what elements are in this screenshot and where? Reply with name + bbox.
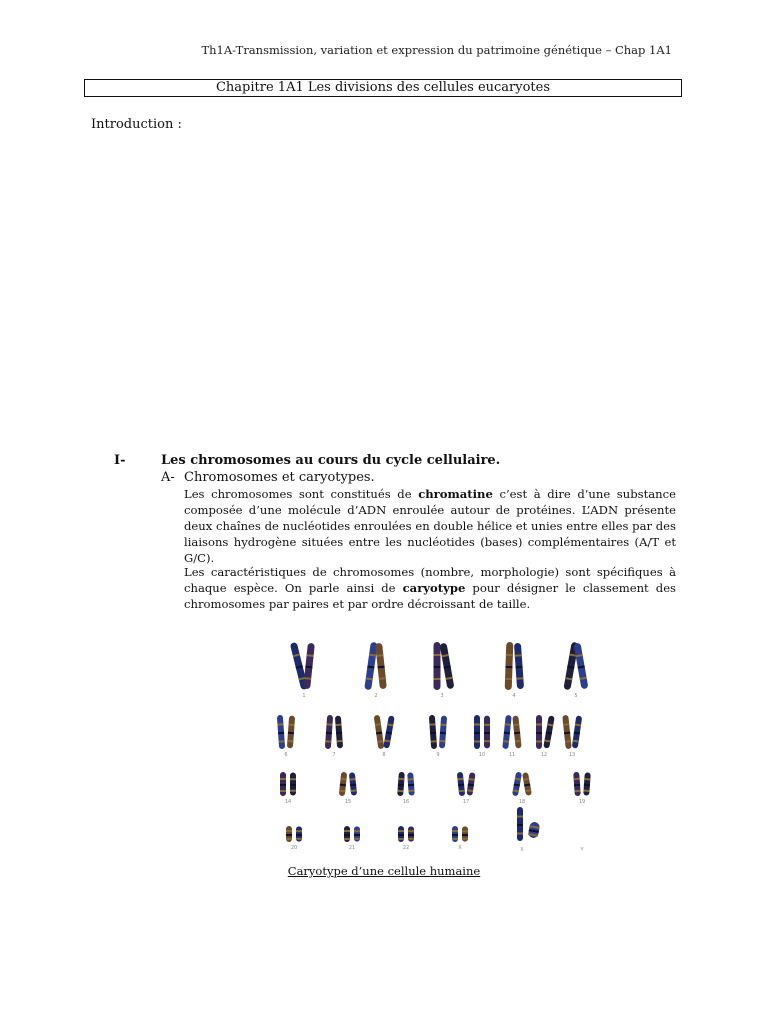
chromosome-band [452, 834, 458, 836]
chromosome-band [584, 778, 590, 780]
chromosome-band [280, 790, 286, 792]
chromosome-label: 15 [344, 799, 352, 805]
chromosome-band [484, 724, 490, 726]
chromosome-band [398, 778, 404, 780]
chromosome-band [462, 830, 468, 832]
chromosome-band [408, 838, 414, 840]
chromosome-label: 2 [374, 693, 378, 699]
chromosome-band [296, 830, 302, 832]
chromosome-band [326, 723, 332, 725]
chromosome-label: 20 [290, 845, 298, 851]
chromosome-label: 3 [440, 693, 444, 699]
chromosome-band [344, 838, 350, 840]
chromosome-label: 8 [382, 752, 386, 758]
chromosome-band [296, 838, 302, 840]
chromosome-band [397, 790, 403, 792]
chromosome-band [326, 732, 332, 734]
chromosome-label: 22 [402, 845, 410, 851]
chromosome-label: 12 [540, 752, 548, 758]
chromosome-band [354, 834, 360, 836]
chromosome-band [408, 834, 414, 836]
chromosome-band [440, 732, 446, 734]
chromosome-band [431, 740, 437, 742]
chromosome-label: 4 [512, 693, 516, 699]
chromosome-band [462, 834, 468, 836]
chromosome-band [505, 666, 512, 668]
running-header: Th1A-Transmission, variation et expression du patrimoine génétique – Chap 1A1 [201, 43, 672, 57]
chromosome-label: 10 [478, 752, 486, 758]
chromosome-band [398, 838, 404, 840]
chromosome-label: 16 [402, 799, 410, 805]
chromosome-label: 6 [284, 752, 288, 758]
paragraph-caryotype: Les caractéristiques de chromosomes (nombre, morphologie) sont spécifiques à chaque espèce. On parle ainsi de caryotype pour désigner le classement des chromosomes par paires et par ordre décroissant de taille. [184, 565, 677, 611]
chromosome-band [462, 838, 468, 840]
chromosome-label: 13 [568, 752, 576, 758]
chromosome-band [344, 830, 350, 832]
chromosome-band [335, 724, 341, 726]
term-chromatine: chromatine [418, 487, 493, 501]
chromosome-band [290, 778, 296, 780]
chromosome-band [583, 790, 589, 792]
chromosome-band [452, 830, 458, 832]
section-number: I- [114, 453, 126, 468]
term-caryotype: caryotype [402, 581, 466, 595]
chromosome-label: 5 [574, 693, 578, 699]
chromosome-band [505, 678, 512, 680]
chromosome-band [517, 824, 523, 826]
chromosome-band [354, 838, 360, 840]
chromosome-band [288, 732, 294, 734]
chromosome-label: X [520, 847, 524, 853]
chromosome-band [398, 830, 404, 832]
chromosome-band [280, 784, 286, 786]
chromosome-label: 11 [508, 752, 516, 758]
chapter-title-box: Chapitre 1A1 Les divisions des cellules eucaryotes [84, 79, 682, 97]
chromosome-band [290, 784, 296, 786]
chromosome-band [517, 833, 523, 835]
chromosome-band [430, 732, 436, 734]
chromosome-band [280, 778, 286, 780]
figure-caption: Caryotype d’une cellule humaine [287, 864, 481, 878]
chromosome-label: 7 [332, 752, 336, 758]
chromosome-label: 17 [462, 799, 470, 805]
chromosome-band [506, 654, 513, 656]
chromosome-band [336, 732, 342, 734]
chromosome-band [296, 834, 302, 836]
chromosome-band [474, 741, 480, 743]
paragraph-chromatine: Les chromosomes sont constitués de chromatine c’est à dire d’une substance composée d’une molécule d’ADN enroulée autour de protéines. L’ADN présente deux chaînes de nucléotides enroulées en double hélice et unies entre elles par des liaisons hydrogène situées entre les nucléotides (bases) complémentaires (A/T et G/C). [184, 487, 676, 565]
chromosome-band [434, 654, 441, 656]
chromosome-label: 19 [578, 799, 586, 805]
chromosome-label: 18 [518, 799, 526, 805]
chromosome-band [536, 732, 542, 734]
chromosome-band [290, 790, 296, 792]
chromosome-band [279, 740, 285, 742]
chromosome-band [398, 784, 404, 786]
chromosome-band [337, 740, 343, 742]
chromosome-band [429, 723, 435, 725]
chromosome-band [474, 724, 480, 726]
chromosome-band [286, 838, 292, 840]
chromosome-band [278, 732, 284, 734]
chromosome-band [584, 784, 590, 786]
chromosome-band [408, 830, 414, 832]
chromosome-band [517, 816, 523, 818]
chromosome-band [408, 784, 414, 786]
chromosome-label: Y [580, 847, 584, 853]
chromosome-band [440, 724, 446, 726]
chromosome-band [439, 740, 445, 742]
chromosome-band [325, 740, 331, 742]
chromosome-band [452, 838, 458, 840]
chromosome-band [474, 732, 480, 734]
subsection-title: Chromosomes et caryotypes. [184, 470, 375, 485]
chromosome-label: X [458, 845, 462, 851]
chromosome-band [574, 784, 580, 786]
chromosome-band [344, 834, 350, 836]
chromosome-band [286, 830, 292, 832]
chromosome-label: 1 [302, 693, 306, 699]
chromosome-band [408, 790, 414, 792]
subsection-number: A- [161, 470, 175, 485]
chromosome-band [434, 666, 441, 668]
chromosome-band [536, 724, 542, 726]
chromosome-band [277, 723, 283, 725]
chromosome-band [287, 740, 293, 742]
chromosome-band [354, 830, 360, 832]
chromosome-band [536, 741, 542, 743]
chromosome-label: 21 [348, 845, 356, 851]
section-title: Les chromosomes au cours du cycle cellulaire. [161, 453, 501, 468]
chromosome-label: 14 [284, 799, 292, 805]
chromosome-band [484, 732, 490, 734]
chromosome-band [484, 740, 490, 742]
introduction-heading: Introduction : [91, 117, 182, 132]
chromosome-band [288, 724, 294, 726]
chromosome-band [434, 678, 441, 680]
chromosome-band [408, 778, 414, 780]
chromosome-label: 9 [436, 752, 440, 758]
karyotype-image [272, 624, 612, 860]
chromosome-band [574, 790, 580, 792]
chromosome-band [574, 778, 580, 780]
chromosome-band [286, 834, 292, 836]
chromosome-band [398, 834, 404, 836]
